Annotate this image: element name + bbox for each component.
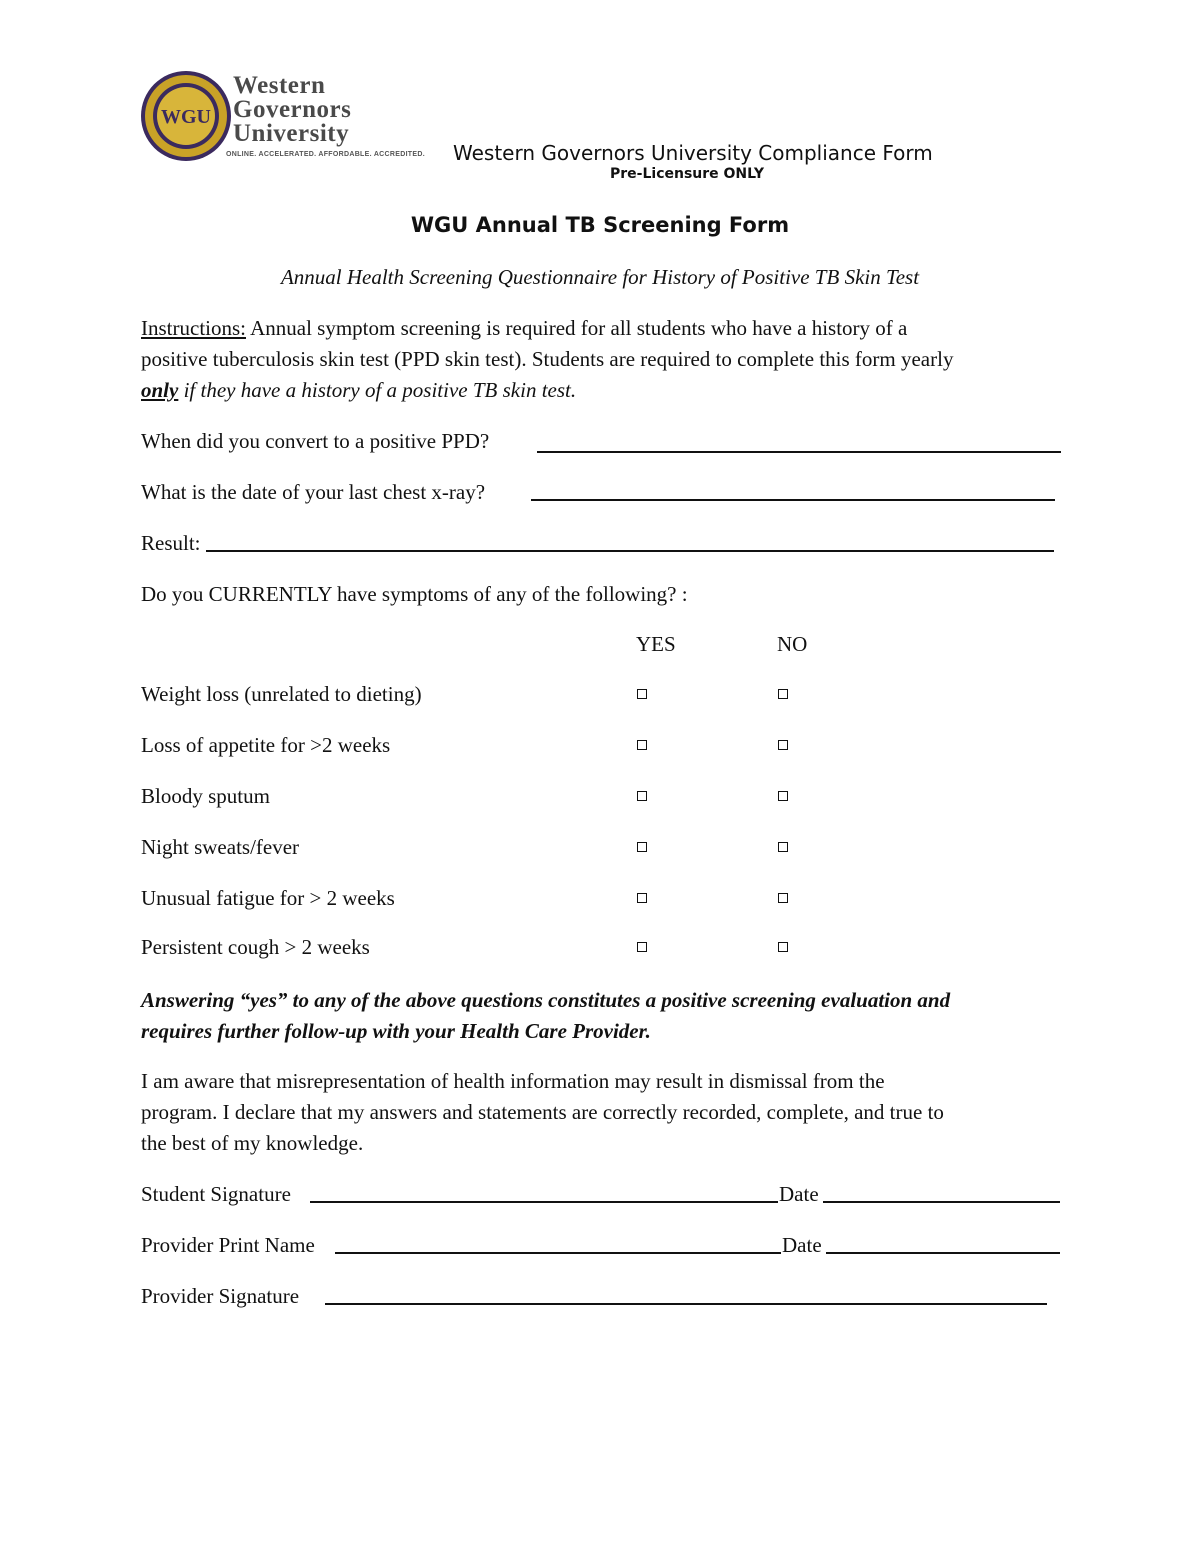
fatigue-no-checkbox[interactable] bbox=[778, 893, 788, 903]
appetite-yes-checkbox[interactable] bbox=[637, 740, 647, 750]
student-date-field[interactable] bbox=[823, 1201, 1060, 1203]
weight-loss-no-checkbox[interactable] bbox=[778, 689, 788, 699]
instructions-line-3 bbox=[141, 378, 576, 403]
declaration-line-2: program. I declare that my answers and statements are correctly recorded, complete, and true to bbox=[141, 1100, 944, 1124]
night-sweats-yes-checkbox[interactable] bbox=[637, 842, 647, 852]
logo-word-western: Western bbox=[233, 72, 326, 99]
logo-word-governors: Governors bbox=[233, 96, 352, 123]
question-result-label: Result: bbox=[141, 531, 201, 555]
wgu-seal-logo bbox=[140, 70, 232, 162]
symptoms-question: Do you CURRENTLY have symptoms of any of the following? : bbox=[141, 582, 688, 606]
instructions-text-1: Annual symptom screening is required for all students who have a history of a bbox=[246, 316, 908, 340]
symptom-label-weight-loss: Weight loss (unrelated to dieting) bbox=[141, 682, 422, 706]
warning-line-2: requires further follow-up with your Health Care Provider. bbox=[141, 1019, 651, 1043]
provider-date-field[interactable] bbox=[826, 1252, 1060, 1254]
cough-yes-checkbox[interactable] bbox=[637, 942, 647, 952]
question-convert-date-label: When did you convert to a positive PPD? bbox=[141, 429, 490, 453]
symptom-label-night-sweats: Night sweats/fever bbox=[141, 835, 300, 859]
cough-no-checkbox[interactable] bbox=[778, 942, 788, 952]
provider-signature-field[interactable] bbox=[325, 1303, 1047, 1305]
symptom-label-fatigue: Unusual fatigue for > 2 weeks bbox=[141, 886, 395, 910]
question-xray-date-label: What is the date of your last chest x-ray? bbox=[141, 480, 486, 504]
instructions-only: only bbox=[141, 378, 179, 402]
bloody-sputum-yes-checkbox[interactable] bbox=[637, 791, 647, 801]
fatigue-yes-checkbox[interactable] bbox=[637, 893, 647, 903]
page-title: WGU Annual TB Screening Form bbox=[410, 213, 790, 237]
instructions-text-3: if they have a history of a positive TB skin test. bbox=[178, 378, 577, 402]
symptom-label-bloody-sputum: Bloody sputum bbox=[141, 784, 270, 808]
warning-line-1: Answering “yes” to any of the above questions constitutes a positive screening evaluation and bbox=[141, 988, 951, 1012]
student-date-label: Date bbox=[779, 1182, 819, 1206]
form-subheading: Annual Health Screening Questionnaire for History of Positive TB Skin Test bbox=[280, 265, 920, 289]
student-signature-field[interactable] bbox=[310, 1201, 778, 1203]
instructions-line-1 bbox=[141, 316, 907, 341]
xray-date-field[interactable] bbox=[531, 499, 1055, 501]
declaration-line-1: I am aware that misrepresentation of health information may result in dismissal from the bbox=[141, 1069, 885, 1093]
provider-signature-label: Provider Signature bbox=[141, 1284, 300, 1308]
logo-word-university: University bbox=[233, 120, 350, 147]
bloody-sputum-no-checkbox[interactable] bbox=[778, 791, 788, 801]
night-sweats-no-checkbox[interactable] bbox=[778, 842, 788, 852]
instructions-line-2: positive tuberculosis skin test (PPD skin test). Students are required to complete this form yearly bbox=[141, 347, 954, 371]
provider-name-label: Provider Print Name bbox=[141, 1233, 315, 1257]
compliance-form-title: Western Governors University Compliance Form bbox=[453, 141, 933, 165]
column-header-yes: YES bbox=[636, 632, 676, 656]
column-header-no: NO bbox=[777, 632, 808, 656]
svg-text:WGU: WGU bbox=[161, 106, 211, 128]
symptom-label-cough: Persistent cough > 2 weeks bbox=[141, 935, 370, 959]
logo-tagline: ONLINE. ACCELERATED. AFFORDABLE. ACCREDITED. bbox=[226, 151, 425, 158]
convert-date-field[interactable] bbox=[537, 451, 1061, 453]
symptom-label-appetite: Loss of appetite for >2 weeks bbox=[141, 733, 391, 757]
pre-licensure-subtitle: Pre-Licensure ONLY bbox=[610, 166, 765, 182]
student-signature-label: Student Signature bbox=[141, 1182, 291, 1206]
appetite-no-checkbox[interactable] bbox=[778, 740, 788, 750]
weight-loss-yes-checkbox[interactable] bbox=[637, 689, 647, 699]
provider-name-field[interactable] bbox=[335, 1252, 781, 1254]
provider-date-label: Date bbox=[782, 1233, 822, 1257]
result-field[interactable] bbox=[206, 550, 1054, 552]
declaration-line-3: the best of my knowledge. bbox=[141, 1131, 364, 1155]
instructions-label: Instructions: bbox=[141, 316, 246, 340]
